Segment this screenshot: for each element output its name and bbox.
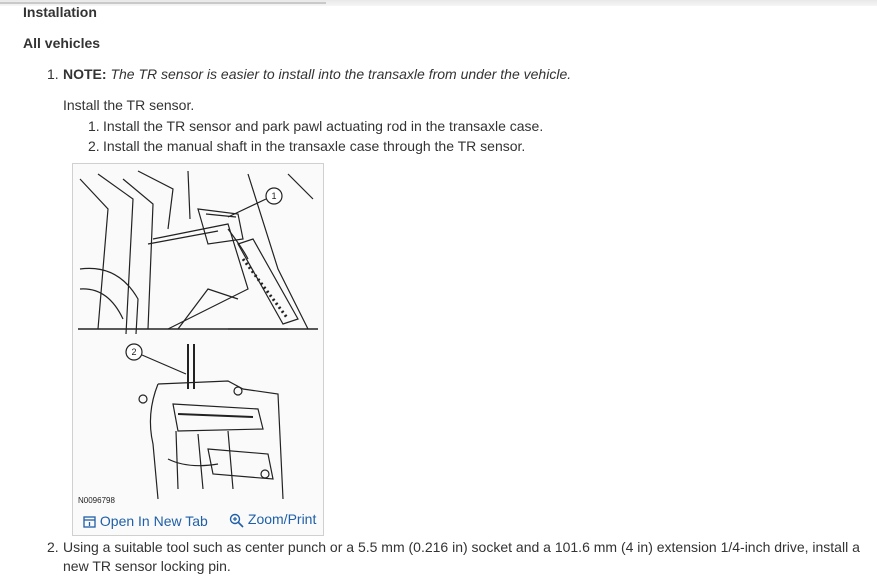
substep-1-number: 1. bbox=[88, 118, 100, 134]
zoom-print-label: Zoom/Print bbox=[247, 511, 317, 527]
step-1-number: 1. bbox=[47, 66, 59, 82]
substep-1-text: Install the TR sensor and park pawl actuating rod in the transaxle case. bbox=[103, 118, 544, 134]
zoom-icon bbox=[229, 513, 244, 528]
open-in-new-tab-label: Open In New Tab bbox=[99, 513, 208, 529]
zoom-print-link[interactable] bbox=[229, 511, 316, 528]
figure-id: N0096798 bbox=[78, 496, 115, 505]
step-1-instruction: Install the TR sensor. bbox=[63, 97, 195, 113]
step-2-number: 2. bbox=[47, 539, 59, 555]
subheading-all-vehicles: All vehicles bbox=[23, 35, 101, 51]
note-text: The TR sensor is easier to install into the transaxle from under the vehicle. bbox=[110, 66, 572, 82]
open-in-new-tab-link[interactable] bbox=[83, 513, 208, 529]
open-tab-icon bbox=[83, 516, 96, 528]
step-2-text-line2: new TR sensor locking pin. bbox=[63, 558, 231, 574]
section-heading-installation: Installation bbox=[23, 4, 97, 20]
substep-2-number: 2. bbox=[88, 138, 100, 154]
callout-2: 2 bbox=[131, 347, 137, 357]
note-label: NOTE: bbox=[63, 66, 107, 82]
step-2-text-line1: Using a suitable tool such as center punch or a 5.5 mm (0.216 in) socket and a 101.6 mm (4 in) extension 1/4-inch drive, install a bbox=[63, 539, 860, 555]
step-1-note bbox=[63, 64, 571, 84]
tr-sensor-illustration bbox=[78, 169, 320, 509]
figure-tr-sensor[interactable] bbox=[72, 163, 324, 536]
callout-1: 1 bbox=[271, 191, 277, 201]
substep-2-text: Install the manual shaft in the transaxle case through the TR sensor. bbox=[103, 138, 526, 154]
